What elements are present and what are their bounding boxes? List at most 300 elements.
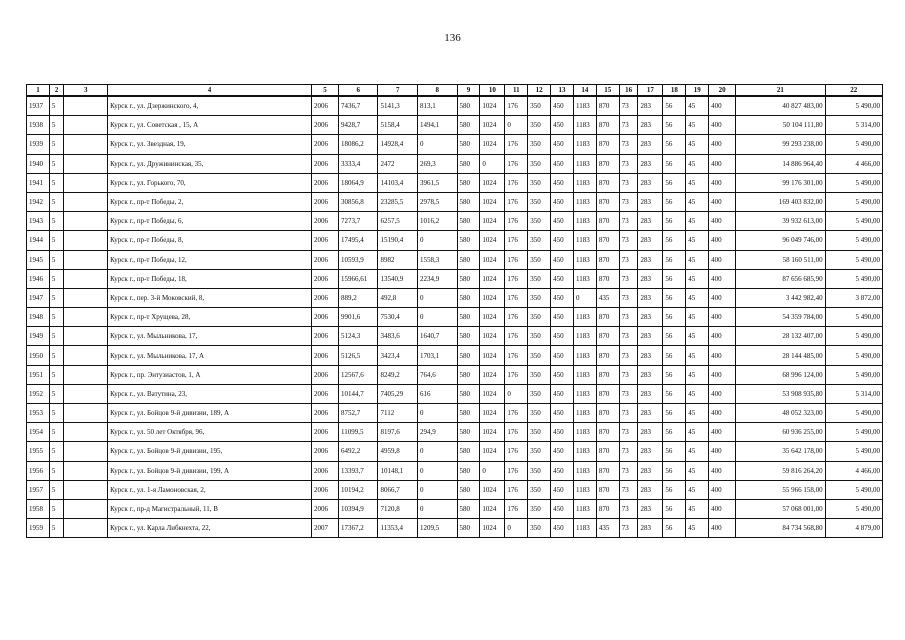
column-header-19: 19 <box>686 85 709 97</box>
table-cell-col-6: 10144,7 <box>338 384 378 403</box>
table-cell-col-20: 400 <box>709 327 736 346</box>
table-cell-col-3 <box>64 288 108 307</box>
table-cell-col-7: 8982 <box>378 250 418 269</box>
table-cell-col-13: 450 <box>551 135 574 154</box>
table-cell-col-18: 56 <box>663 135 686 154</box>
table-cell-col-4: Курск г., ул. 1-я Ламоновская, 2, <box>108 480 312 499</box>
table-cell-col-20: 400 <box>709 308 736 327</box>
table-cell-col-4: Курск г., ул. Советская , 15, А <box>108 116 312 135</box>
table-cell-col-16: 73 <box>619 346 638 365</box>
table-cell-col-7: 7112 <box>378 404 418 423</box>
table-cell-col-18: 56 <box>663 192 686 211</box>
table-cell-col-5: 2006 <box>311 192 338 211</box>
table-cell-col-11: 176 <box>505 173 528 192</box>
table-cell-col-7: 14103,4 <box>378 173 418 192</box>
table-cell-col-15: 870 <box>596 212 619 231</box>
table-row <box>27 212 883 231</box>
table-cell-col-19: 45 <box>686 461 709 480</box>
table-cell-col-4: Курск г., пр-т Победы, 8, <box>108 231 312 250</box>
table-cell-col-17: 283 <box>638 173 663 192</box>
table-cell-col-13: 450 <box>551 384 574 403</box>
column-header-9: 9 <box>457 85 480 97</box>
table-cell-col-19: 45 <box>686 327 709 346</box>
table-cell-col-5: 2006 <box>311 212 338 231</box>
table-cell-col-21: 60 936 255,00 <box>736 423 825 442</box>
table-cell-col-19: 45 <box>686 519 709 538</box>
table-cell-col-6: 889,2 <box>338 288 378 307</box>
table-cell-col-21: 53 908 935,80 <box>736 384 825 403</box>
table-cell-col-4: Курск г., ул. Звездная, 19, <box>108 135 312 154</box>
table-cell-col-16: 73 <box>619 173 638 192</box>
table-cell-col-18: 56 <box>663 231 686 250</box>
table-cell-col-12: 350 <box>528 384 551 403</box>
table-cell-col-9: 580 <box>457 384 480 403</box>
table-cell-col-9: 580 <box>457 346 480 365</box>
table-cell-col-8: 0 <box>418 288 458 307</box>
table-row <box>27 96 883 116</box>
table-cell-col-12: 350 <box>528 154 551 173</box>
table-cell-col-14: 1183 <box>573 327 596 346</box>
table-cell-col-14: 1183 <box>573 116 596 135</box>
table-cell-col-9: 580 <box>457 192 480 211</box>
table-cell-col-4: Курск г., ул. Бойцов 9-й дивизии, 195, <box>108 442 312 461</box>
table-cell-col-7: 8066,7 <box>378 480 418 499</box>
table-cell-col-10: 1024 <box>480 384 505 403</box>
table-cell-col-10: 1024 <box>480 346 505 365</box>
table-cell-col-16: 73 <box>619 212 638 231</box>
table-cell-col-20: 400 <box>709 231 736 250</box>
table-cell-col-3 <box>64 212 108 231</box>
table-cell-col-12: 350 <box>528 404 551 423</box>
table-cell-col-19: 45 <box>686 135 709 154</box>
table-cell-col-1: 1942 <box>27 192 50 211</box>
table-cell-col-9: 580 <box>457 250 480 269</box>
table-cell-col-2: 5 <box>49 96 64 116</box>
table-row <box>27 269 883 288</box>
table-cell-col-22: 5 490,00 <box>825 423 882 442</box>
table-cell-col-22: 5 490,00 <box>825 192 882 211</box>
table-cell-col-19: 45 <box>686 404 709 423</box>
table-cell-col-14: 1183 <box>573 404 596 423</box>
table-cell-col-3 <box>64 250 108 269</box>
table-cell-col-11: 0 <box>505 519 528 538</box>
table-cell-col-21: 50 104 111,80 <box>736 116 825 135</box>
table-cell-col-19: 45 <box>686 346 709 365</box>
table-cell-col-5: 2006 <box>311 480 338 499</box>
table-row <box>27 442 883 461</box>
table-cell-col-22: 5 314,00 <box>825 116 882 135</box>
table-cell-col-8: 1494,1 <box>418 116 458 135</box>
table-cell-col-12: 350 <box>528 250 551 269</box>
table-cell-col-22: 5 490,00 <box>825 480 882 499</box>
table-cell-col-20: 400 <box>709 404 736 423</box>
table-cell-col-15: 870 <box>596 442 619 461</box>
table-cell-col-20: 400 <box>709 173 736 192</box>
table-cell-col-17: 283 <box>638 499 663 518</box>
table-cell-col-10: 1024 <box>480 135 505 154</box>
table-cell-col-16: 73 <box>619 96 638 116</box>
table-cell-col-4: Курск г., ул. Бойцов 9-й дивизии, 189, А <box>108 404 312 423</box>
table-cell-col-10: 0 <box>480 154 505 173</box>
table-cell-col-13: 450 <box>551 192 574 211</box>
table-cell-col-19: 45 <box>686 173 709 192</box>
table-cell-col-6: 6492,2 <box>338 442 378 461</box>
table-cell-col-17: 283 <box>638 423 663 442</box>
table-cell-col-22: 4 466,00 <box>825 154 882 173</box>
table-cell-col-12: 350 <box>528 231 551 250</box>
table-cell-col-12: 350 <box>528 269 551 288</box>
table-cell-col-19: 45 <box>686 231 709 250</box>
table-cell-col-5: 2006 <box>311 327 338 346</box>
table-cell-col-18: 56 <box>663 250 686 269</box>
table-cell-col-22: 5 490,00 <box>825 231 882 250</box>
table-cell-col-6: 7273,7 <box>338 212 378 231</box>
table-cell-col-12: 350 <box>528 308 551 327</box>
table-cell-col-16: 73 <box>619 231 638 250</box>
column-header-17: 17 <box>638 85 663 97</box>
table-row <box>27 404 883 423</box>
column-header-14: 14 <box>573 85 596 97</box>
table-cell-col-5: 2006 <box>311 499 338 518</box>
table-cell-col-12: 350 <box>528 461 551 480</box>
table-cell-col-12: 350 <box>528 499 551 518</box>
table-cell-col-6: 10593,9 <box>338 250 378 269</box>
table-cell-col-1: 1940 <box>27 154 50 173</box>
table-cell-col-16: 73 <box>619 250 638 269</box>
table-cell-col-14: 1183 <box>573 423 596 442</box>
table-cell-col-2: 5 <box>49 365 64 384</box>
table-cell-col-15: 870 <box>596 327 619 346</box>
table-cell-col-1: 1952 <box>27 384 50 403</box>
table-row <box>27 192 883 211</box>
table-header-row <box>27 85 883 97</box>
table-cell-col-6: 15966,61 <box>338 269 378 288</box>
table-cell-col-7: 13540,9 <box>378 269 418 288</box>
table-cell-col-8: 294,9 <box>418 423 458 442</box>
table-cell-col-2: 5 <box>49 288 64 307</box>
table-row <box>27 173 883 192</box>
table-cell-col-11: 176 <box>505 365 528 384</box>
table-cell-col-20: 400 <box>709 192 736 211</box>
table-cell-col-9: 580 <box>457 327 480 346</box>
table-cell-col-13: 450 <box>551 519 574 538</box>
table-cell-col-21: 87 656 685,90 <box>736 269 825 288</box>
table-cell-col-3 <box>64 346 108 365</box>
table-cell-col-9: 580 <box>457 308 480 327</box>
table-cell-col-17: 283 <box>638 96 663 116</box>
table-row <box>27 154 883 173</box>
table-cell-col-19: 45 <box>686 365 709 384</box>
table-cell-col-16: 73 <box>619 135 638 154</box>
table-cell-col-2: 5 <box>49 308 64 327</box>
table-cell-col-14: 1183 <box>573 519 596 538</box>
table-cell-col-7: 8249,2 <box>378 365 418 384</box>
table-cell-col-5: 2006 <box>311 365 338 384</box>
table-cell-col-7: 492,8 <box>378 288 418 307</box>
table-cell-col-18: 56 <box>663 154 686 173</box>
table-cell-col-3 <box>64 365 108 384</box>
table-cell-col-13: 450 <box>551 461 574 480</box>
table-cell-col-11: 176 <box>505 192 528 211</box>
table-cell-col-12: 350 <box>528 288 551 307</box>
table-cell-col-9: 580 <box>457 423 480 442</box>
table-cell-col-8: 813,1 <box>418 96 458 116</box>
table-cell-col-22: 5 490,00 <box>825 327 882 346</box>
table-cell-col-17: 283 <box>638 384 663 403</box>
table-cell-col-13: 450 <box>551 308 574 327</box>
table-cell-col-14: 1183 <box>573 192 596 211</box>
table-cell-col-18: 56 <box>663 269 686 288</box>
table-row <box>27 308 883 327</box>
table-cell-col-3 <box>64 499 108 518</box>
table-cell-col-22: 4 466,00 <box>825 461 882 480</box>
table-cell-col-21: 96 049 746,00 <box>736 231 825 250</box>
table-cell-col-18: 56 <box>663 442 686 461</box>
table-cell-col-15: 870 <box>596 461 619 480</box>
table-cell-col-16: 73 <box>619 327 638 346</box>
table-cell-col-4: Курск г., ул. Дружининская, 35, <box>108 154 312 173</box>
table-cell-col-6: 12567,6 <box>338 365 378 384</box>
table-cell-col-18: 56 <box>663 480 686 499</box>
table-row <box>27 461 883 480</box>
table-cell-col-16: 73 <box>619 269 638 288</box>
table-cell-col-7: 3423,4 <box>378 346 418 365</box>
table-cell-col-22: 5 490,00 <box>825 269 882 288</box>
table-cell-col-15: 870 <box>596 404 619 423</box>
table-cell-col-16: 73 <box>619 519 638 538</box>
table-row <box>27 423 883 442</box>
table-cell-col-2: 5 <box>49 404 64 423</box>
table-cell-col-4: Курск г., ул. Карла Либкнехта, 22, <box>108 519 312 538</box>
table-cell-col-14: 1183 <box>573 212 596 231</box>
table-cell-col-21: 54 359 784,00 <box>736 308 825 327</box>
table-cell-col-21: 28 144 485,00 <box>736 346 825 365</box>
table-cell-col-3 <box>64 135 108 154</box>
table-cell-col-11: 176 <box>505 442 528 461</box>
table-cell-col-9: 580 <box>457 404 480 423</box>
table-cell-col-2: 5 <box>49 250 64 269</box>
table-cell-col-17: 283 <box>638 231 663 250</box>
table-cell-col-22: 5 490,00 <box>825 346 882 365</box>
table-cell-col-22: 4 879,00 <box>825 519 882 538</box>
table-cell-col-1: 1939 <box>27 135 50 154</box>
table-row <box>27 480 883 499</box>
table-cell-col-13: 450 <box>551 231 574 250</box>
table-cell-col-7: 7530,4 <box>378 308 418 327</box>
table-cell-col-13: 450 <box>551 442 574 461</box>
table-cell-col-8: 0 <box>418 135 458 154</box>
table-cell-col-9: 580 <box>457 365 480 384</box>
table-cell-col-14: 1183 <box>573 308 596 327</box>
table-cell-col-6: 17367,2 <box>338 519 378 538</box>
table-cell-col-13: 450 <box>551 346 574 365</box>
table-cell-col-18: 56 <box>663 116 686 135</box>
table-cell-col-1: 1938 <box>27 116 50 135</box>
column-header-15: 15 <box>596 85 619 97</box>
table-cell-col-7: 5141,3 <box>378 96 418 116</box>
table-cell-col-17: 283 <box>638 308 663 327</box>
table-cell-col-1: 1957 <box>27 480 50 499</box>
table-cell-col-1: 1944 <box>27 231 50 250</box>
table-cell-col-9: 580 <box>457 173 480 192</box>
table-cell-col-6: 13393,7 <box>338 461 378 480</box>
table-cell-col-13: 450 <box>551 404 574 423</box>
column-header-6: 6 <box>338 85 378 97</box>
table-cell-col-12: 350 <box>528 365 551 384</box>
table-cell-col-11: 176 <box>505 499 528 518</box>
table-row <box>27 135 883 154</box>
table-cell-col-17: 283 <box>638 288 663 307</box>
table-cell-col-19: 45 <box>686 116 709 135</box>
table-cell-col-11: 176 <box>505 212 528 231</box>
table-cell-col-21: 58 160 511,00 <box>736 250 825 269</box>
table-cell-col-15: 870 <box>596 231 619 250</box>
table-cell-col-17: 283 <box>638 346 663 365</box>
table-cell-col-2: 5 <box>49 212 64 231</box>
table-cell-col-10: 1024 <box>480 288 505 307</box>
table-cell-col-5: 2006 <box>311 250 338 269</box>
table-cell-col-19: 45 <box>686 480 709 499</box>
table-cell-col-18: 56 <box>663 288 686 307</box>
table-cell-col-16: 73 <box>619 404 638 423</box>
table-cell-col-12: 350 <box>528 327 551 346</box>
table-row <box>27 346 883 365</box>
table-cell-col-8: 1016,2 <box>418 212 458 231</box>
table-cell-col-8: 764,6 <box>418 365 458 384</box>
table-cell-col-15: 870 <box>596 384 619 403</box>
table-cell-col-3 <box>64 192 108 211</box>
table-cell-col-12: 350 <box>528 173 551 192</box>
table-cell-col-17: 283 <box>638 442 663 461</box>
table-cell-col-15: 435 <box>596 519 619 538</box>
table-cell-col-14: 1183 <box>573 96 596 116</box>
table-cell-col-18: 56 <box>663 346 686 365</box>
column-header-21: 21 <box>736 85 825 97</box>
table-cell-col-12: 350 <box>528 135 551 154</box>
table-cell-col-3 <box>64 116 108 135</box>
table-cell-col-16: 73 <box>619 365 638 384</box>
table-cell-col-6: 7436,7 <box>338 96 378 116</box>
table-cell-col-2: 5 <box>49 423 64 442</box>
table-cell-col-6: 30856,8 <box>338 192 378 211</box>
table-cell-col-19: 45 <box>686 499 709 518</box>
table-cell-col-9: 580 <box>457 96 480 116</box>
table-cell-col-12: 350 <box>528 346 551 365</box>
table-cell-col-11: 176 <box>505 480 528 499</box>
table-cell-col-3 <box>64 423 108 442</box>
table-cell-col-21: 48 052 323,00 <box>736 404 825 423</box>
table-cell-col-17: 283 <box>638 365 663 384</box>
table-cell-col-4: Курск г., пр-д Магистральный, 11, В <box>108 499 312 518</box>
table-row <box>27 499 883 518</box>
table-cell-col-14: 1183 <box>573 269 596 288</box>
table-cell-col-17: 283 <box>638 212 663 231</box>
table-row <box>27 519 883 538</box>
table-cell-col-2: 5 <box>49 442 64 461</box>
table-cell-col-13: 450 <box>551 154 574 173</box>
table-cell-col-16: 73 <box>619 423 638 442</box>
table-cell-col-9: 580 <box>457 442 480 461</box>
table-cell-col-11: 176 <box>505 327 528 346</box>
table-cell-col-5: 2006 <box>311 116 338 135</box>
table-cell-col-6: 17495,4 <box>338 231 378 250</box>
table-cell-col-14: 1183 <box>573 250 596 269</box>
table-cell-col-4: Курск г., пер. 3-й Моковский, 8, <box>108 288 312 307</box>
column-header-12: 12 <box>528 85 551 97</box>
table-cell-col-19: 45 <box>686 308 709 327</box>
table-cell-col-15: 870 <box>596 480 619 499</box>
table-cell-col-8: 0 <box>418 231 458 250</box>
table-cell-col-1: 1956 <box>27 461 50 480</box>
table-cell-col-11: 176 <box>505 346 528 365</box>
table-cell-col-6: 5126,5 <box>338 346 378 365</box>
table-cell-col-20: 400 <box>709 423 736 442</box>
table-cell-col-2: 5 <box>49 116 64 135</box>
table-cell-col-20: 400 <box>709 288 736 307</box>
column-header-20: 20 <box>709 85 736 97</box>
table-cell-col-14: 1183 <box>573 173 596 192</box>
table-cell-col-22: 5 314,00 <box>825 384 882 403</box>
table-cell-col-7: 6257,5 <box>378 212 418 231</box>
table-cell-col-21: 28 132 407,00 <box>736 327 825 346</box>
table-cell-col-22: 5 490,00 <box>825 365 882 384</box>
table-cell-col-13: 450 <box>551 173 574 192</box>
table-cell-col-2: 5 <box>49 231 64 250</box>
table-cell-col-12: 350 <box>528 96 551 116</box>
table-cell-col-13: 450 <box>551 116 574 135</box>
table-cell-col-17: 283 <box>638 135 663 154</box>
table-cell-col-11: 176 <box>505 423 528 442</box>
table-cell-col-10: 1024 <box>480 212 505 231</box>
table-cell-col-12: 350 <box>528 480 551 499</box>
table-cell-col-4: Курск г., ул. Горького, 70, <box>108 173 312 192</box>
table-cell-col-15: 870 <box>596 423 619 442</box>
table-cell-col-14: 0 <box>573 288 596 307</box>
table-cell-col-10: 1024 <box>480 365 505 384</box>
table-cell-col-20: 400 <box>709 499 736 518</box>
table-cell-col-8: 1209,5 <box>418 519 458 538</box>
table-cell-col-15: 870 <box>596 154 619 173</box>
table-cell-col-1: 1945 <box>27 250 50 269</box>
table-cell-col-1: 1941 <box>27 173 50 192</box>
table-cell-col-13: 450 <box>551 288 574 307</box>
table-cell-col-8: 0 <box>418 499 458 518</box>
table-cell-col-4: Курск г., пр-т Хрущева, 28, <box>108 308 312 327</box>
table-cell-col-20: 400 <box>709 212 736 231</box>
table-cell-col-7: 10148,1 <box>378 461 418 480</box>
column-header-18: 18 <box>663 85 686 97</box>
table-cell-col-10: 1024 <box>480 499 505 518</box>
table-cell-col-20: 400 <box>709 116 736 135</box>
table-cell-col-6: 8752,7 <box>338 404 378 423</box>
table-cell-col-6: 18086,2 <box>338 135 378 154</box>
table-cell-col-2: 5 <box>49 480 64 499</box>
table-cell-col-2: 5 <box>49 135 64 154</box>
table-cell-col-20: 400 <box>709 519 736 538</box>
table-cell-col-17: 283 <box>638 461 663 480</box>
table-cell-col-20: 400 <box>709 250 736 269</box>
table-row <box>27 250 883 269</box>
table-cell-col-9: 580 <box>457 135 480 154</box>
table-cell-col-8: 0 <box>418 442 458 461</box>
table-cell-col-11: 176 <box>505 269 528 288</box>
table-cell-col-11: 176 <box>505 135 528 154</box>
table-cell-col-14: 1183 <box>573 480 596 499</box>
table-cell-col-21: 3 442 982,40 <box>736 288 825 307</box>
data-table <box>26 84 883 538</box>
table-cell-col-13: 450 <box>551 250 574 269</box>
table-cell-col-22: 5 490,00 <box>825 404 882 423</box>
